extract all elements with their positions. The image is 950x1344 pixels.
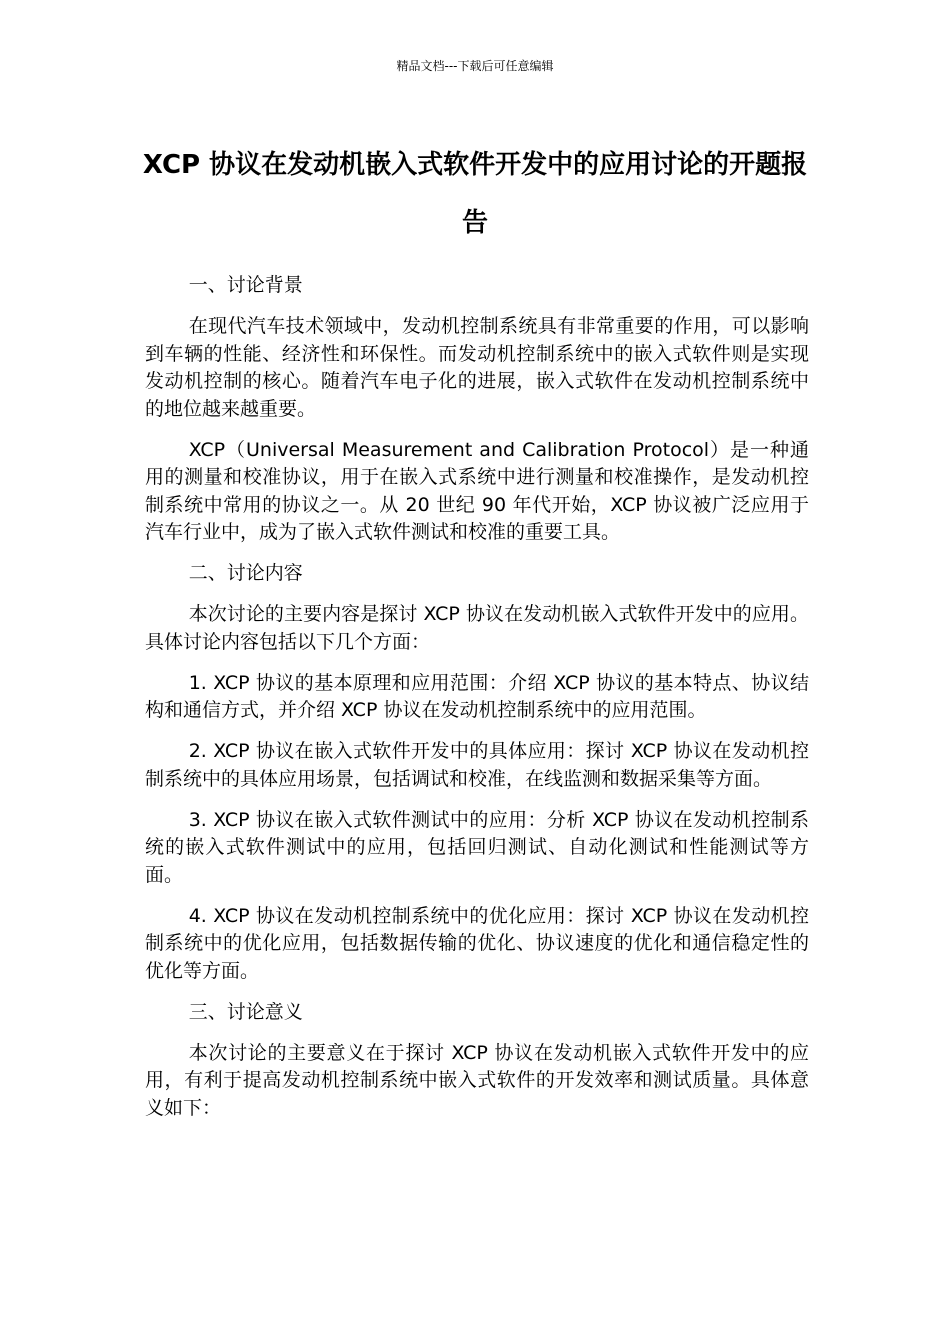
paragraph-significance-1: 本次讨论的主要意义在于探讨 XCP 协议在发动机嵌入式软件开发中的应用，有利于提高发动机控制系统中嵌入式软件的开发效率和测试质量。具体意义如下： <box>145 1041 809 1119</box>
document-body <box>145 272 809 1136</box>
section-heading-background: 一、讨论背景 <box>188 274 303 296</box>
paragraph-content-intro: 本次讨论的主要内容是探讨 XCP 协议在发动机嵌入式软件开发中的应用。具体讨论内容包括以下几个方面： <box>145 603 809 653</box>
list-item-content-4: 4. XCP 协议在发动机控制系统中的优化应用：探讨 XCP 协议在发动机控制系统中的优化应用，包括数据传输的优化、协议速度的优化和通信稳定性的优化等方面。 <box>145 904 809 982</box>
paragraph-background-1: 在现代汽车技术领域中，发动机控制系统具有非常重要的作用，可以影响到车辆的性能、经济性和环保性。而发动机控制系统中的嵌入式软件则是实现发动机控制的核心。随着汽车电子化的进展，嵌入式软件在发动机控制系统中的地位越来越重要。 <box>145 315 809 420</box>
list-item-content-1: 1. XCP 协议的基本原理和应用范围：介绍 XCP 协议的基本特点、协议结构和通信方式，并介绍 XCP 协议在发动机控制系统中的应用范围。 <box>145 671 809 721</box>
section-heading-content: 二、讨论内容 <box>188 562 303 584</box>
paragraph-background-2: XCP（Universal Measurement and Calibration Protocol）是一种通用的测量和校准协议，用于在嵌入式系统中进行测量和校准操作，是发动机控制系统中常用的协议之一。从 20 世纪 90 年代开始，XCP 协议被广泛应用于汽车行业中，成为了嵌入式软件测试和校准的重要工具。 <box>145 438 809 543</box>
section-heading-significance: 三、讨论意义 <box>188 1000 303 1023</box>
list-item-content-3: 3. XCP 协议在嵌入式软件测试中的应用：分析 XCP 协议在发动机控制系统的嵌入式软件测试中的应用，包括回归测试、自动化测试和性能测试等方面。 <box>145 808 809 886</box>
list-item-content-2: 2. XCP 协议在嵌入式软件开发中的具体应用：探讨 XCP 协议在发动机控制系统中的具体应用场景，包括调试和校准，在线监测和数据采集等方面。 <box>145 740 809 790</box>
document-title: XCP 协议在发动机嵌入式软件开发中的应用讨论的开题报告 <box>142 150 808 238</box>
header-note: 精品文档---下载后可任意编辑 <box>396 59 554 73</box>
